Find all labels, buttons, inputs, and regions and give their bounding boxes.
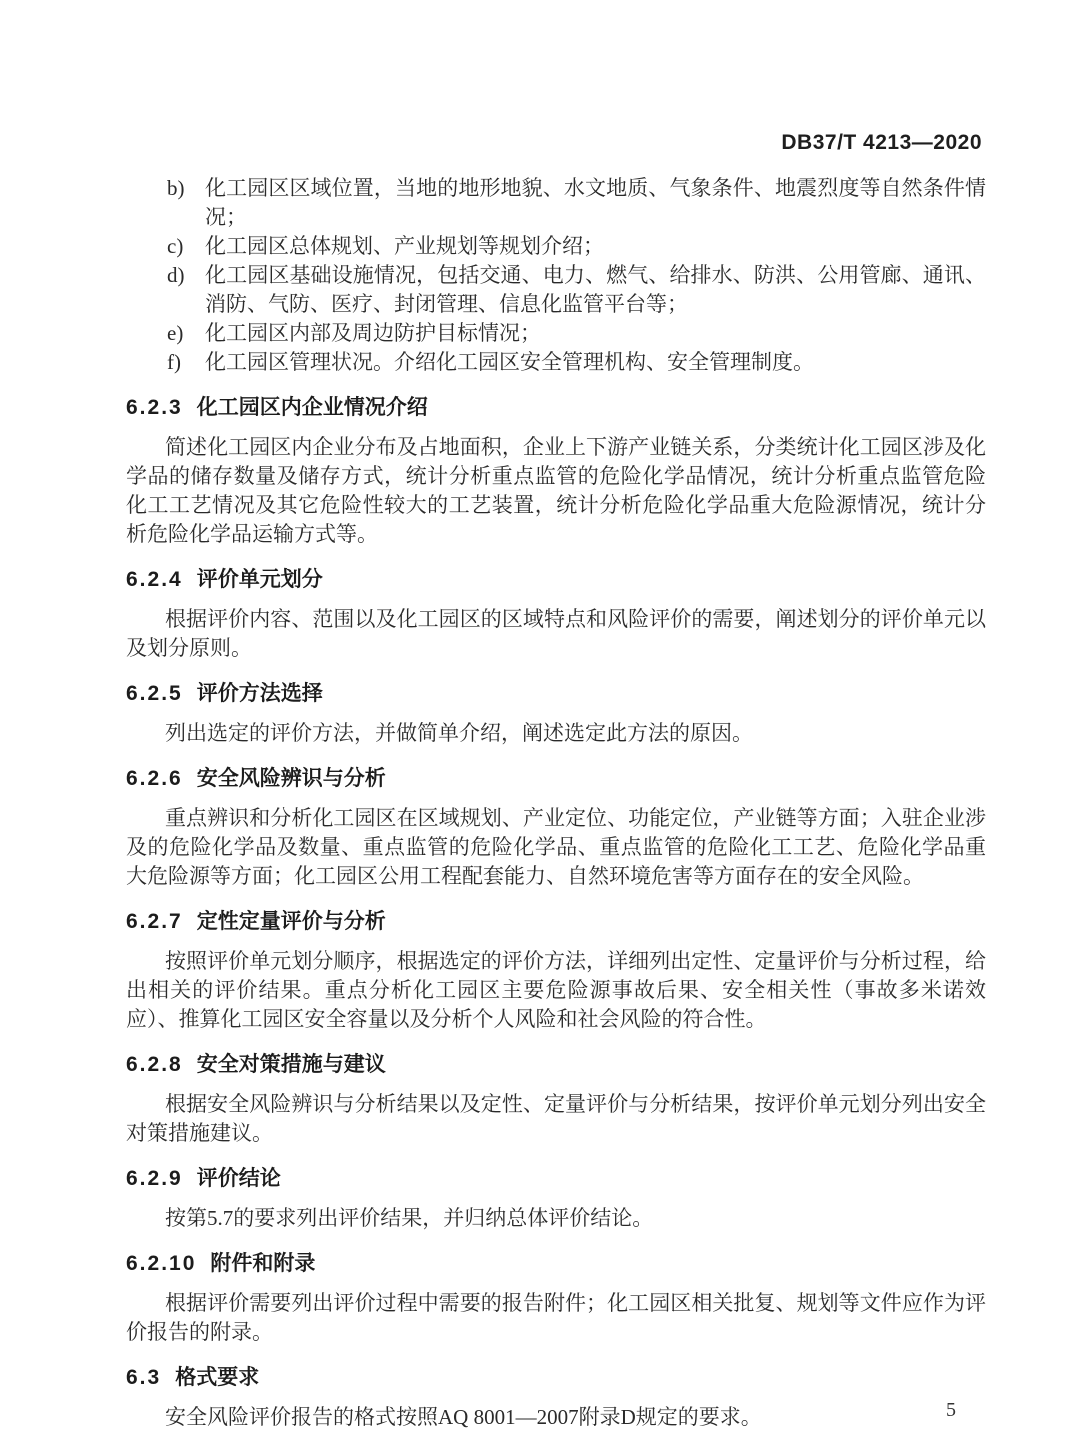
list-item-text: 化工园区总体规划、产业规划等规划介绍； [205, 234, 604, 258]
section-heading [126, 1164, 986, 1193]
section-number: 6.2.5 [126, 682, 183, 705]
section-title: 定性定量评价与分析 [196, 910, 386, 933]
section-6-2-7 [126, 907, 986, 1034]
section-number: 6.3 [126, 1366, 162, 1389]
section-6-3 [126, 1363, 986, 1432]
section-heading [126, 1050, 986, 1079]
section-number: 6.2.4 [126, 568, 183, 591]
section-6-2-10 [126, 1249, 986, 1347]
clause-list [167, 174, 986, 377]
section-6-2-9 [126, 1164, 986, 1233]
list-item-text: 化工园区区域位置，当地的地形地貌、水文地质、气象条件、地震烈度等自然条件情况； [205, 176, 986, 229]
section-heading [126, 764, 986, 793]
section-heading [126, 679, 986, 708]
section-title: 安全风险辨识与分析 [196, 767, 386, 790]
section-heading [126, 1249, 986, 1278]
list-item [167, 348, 986, 377]
section-title: 附件和附录 [210, 1252, 316, 1275]
list-item [167, 261, 986, 319]
section-heading [126, 393, 986, 422]
section-body: 根据评价内容、范围以及化工园区的区域特点和风险评价的需要，阐述划分的评价单元以及划分原则。 [126, 607, 986, 660]
section-title: 化工园区内企业情况介绍 [196, 396, 428, 419]
section-body: 按照评价单元划分顺序，根据选定的评价方法，详细列出定性、定量评价与分析过程，给出相关的评价结果。重点分析化工园区主要危险源事故后果、安全相关性（事故多米诺效应）、推算化工园区安全容量以及分析个人风险和社会风险的符合性。 [126, 949, 986, 1031]
page-content [126, 174, 986, 1432]
section-body: 重点辨识和分析化工园区在区域规划、产业定位、功能定位，产业链等方面；入驻企业涉及的危险化学品及数量、重点监管的危险化学品、重点监管的危险化工工艺、危险化学品重大危险源等方面；化工园区公用工程配套能力、自然环境危害等方面存在的安全风险。 [126, 806, 986, 888]
section-body: 简述化工园区内企业分布及占地面积，企业上下游产业链关系，分类统计化工园区涉及化学品的储存数量及储存方式，统计分析重点监管的危险化学品情况，统计分析重点监管危险化工工艺情况及其它危险性较大的工艺装置，统计分析危险化学品重大危险源情况，统计分析危险化学品运输方式等。 [126, 435, 986, 546]
section-body: 根据安全风险辨识与分析结果以及定性、定量评价与分析结果，按评价单元划分列出安全对策措施建议。 [126, 1092, 986, 1145]
section-number: 6.2.6 [126, 767, 183, 790]
section-number: 6.2.7 [126, 910, 183, 933]
list-item-marker: c) [167, 234, 184, 258]
section-heading [126, 907, 986, 936]
section-title: 评价结论 [196, 1167, 281, 1190]
list-item-text: 化工园区内部及周边防护目标情况； [205, 321, 541, 345]
list-item [167, 174, 986, 232]
section-6-2-3 [126, 393, 986, 549]
list-item-text: 化工园区基础设施情况，包括交通、电力、燃气、给排水、防洪、公用管廊、通讯、消防、气防、医疗、封闭管理、信息化监管平台等； [205, 263, 986, 316]
list-item-marker: e) [167, 321, 184, 345]
list-item-marker: f) [167, 350, 181, 374]
section-heading [126, 1363, 986, 1392]
section-body: 列出选定的评价方法，并做简单介绍，阐述选定此方法的原因。 [165, 721, 753, 745]
section-6-2-8 [126, 1050, 986, 1148]
section-6-2-6 [126, 764, 986, 891]
list-item [167, 319, 986, 348]
list-item [167, 232, 986, 261]
section-title: 评价单元划分 [196, 568, 323, 591]
list-item-marker: d) [167, 263, 185, 287]
section-heading [126, 565, 986, 594]
section-body: 安全风险评价报告的格式按照AQ 8001—2007附录D规定的要求。 [165, 1405, 762, 1429]
section-body: 按第5.7的要求列出评价结果，并归纳总体评价结论。 [165, 1206, 654, 1230]
section-number: 6.2.8 [126, 1053, 183, 1076]
section-6-2-4 [126, 565, 986, 663]
standard-number-header: DB37/T 4213—2020 [781, 131, 982, 154]
list-item-text: 化工园区管理状况。介绍化工园区安全管理机构、安全管理制度。 [205, 350, 814, 374]
section-6-2-5 [126, 679, 986, 748]
section-body: 根据评价需要列出评价过程中需要的报告附件；化工园区相关批复、规划等文件应作为评价报告的附录。 [126, 1291, 986, 1344]
section-number: 6.2.3 [126, 396, 183, 419]
section-title: 格式要求 [175, 1366, 260, 1389]
section-number: 6.2.10 [126, 1252, 197, 1275]
list-item-marker: b) [167, 176, 185, 200]
section-title: 评价方法选择 [196, 682, 323, 705]
section-number: 6.2.9 [126, 1167, 183, 1190]
page-number: 5 [946, 1399, 956, 1421]
section-title: 安全对策措施与建议 [196, 1053, 386, 1076]
